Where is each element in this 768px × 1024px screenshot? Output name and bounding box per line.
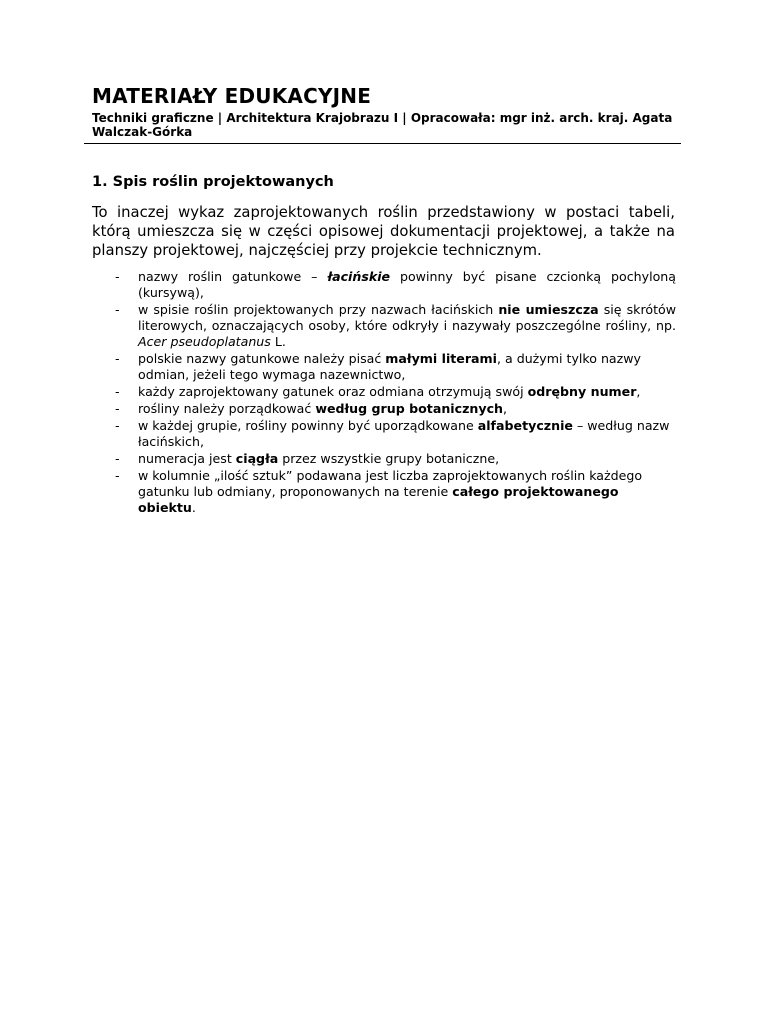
list-item-text: przez wszystkie grupy botaniczne, — [278, 451, 500, 466]
list-item-text: w każdej grupie, rośliny powinny być uporządkowane — [138, 418, 478, 433]
list-item-text: w spisie roślin projektowanych przy nazwach łacińskich — [138, 302, 499, 317]
list-item-text: , a dużymi tylko nazwy odmian, jeżeli tego wymaga nazewnictwo, — [138, 351, 642, 382]
list-item-text: się skrótów literowych, oznaczających osoby, które odkryły i nazywały poszczególne rośliny, np. — [138, 302, 677, 333]
list-item-emphasis: odrębny numer — [527, 384, 637, 399]
list-item — [112, 468, 676, 516]
document-title: MATERIAŁY EDUKACYJNE — [92, 84, 372, 108]
intro-paragraph: To inaczej wykaz zaprojektowanych roślin przedstawiony w postaci tabeli, którą umieszcza się w części opisowej dokumentacji projektowej, a także na planszy projektowej, najczęściej przy projekcie technicznym. — [92, 204, 675, 259]
list-item-text: w kolumnie „ilość sztuk” podawana jest liczba zaprojektowanych roślin każdego gatunku lub odmiany, proponowanych na terenie — [138, 468, 643, 499]
bullet-marker: - — [115, 351, 120, 366]
bullet-marker: - — [115, 418, 120, 433]
list-item-emphasis: alfabetycznie — [477, 418, 573, 433]
list-item-text: nazwy roślin gatunkowe – — [138, 269, 328, 284]
section-heading: 1. Spis roślin projektowanych — [92, 174, 334, 190]
bullet-marker: - — [115, 269, 120, 284]
latin-name-example: Acer pseudoplatanus — [138, 334, 271, 349]
list-item — [112, 351, 676, 383]
document-subtitle: Techniki graficzne | Architektura Krajobrazu I | Opracowała: mgr inż. arch. kraj. Agata Walczak-Górka — [92, 111, 673, 139]
bullet-marker: - — [115, 401, 120, 416]
list-item-text: powinny być pisane czcionką pochyloną (kursywą), — [138, 269, 677, 300]
list-item-text: , — [503, 401, 508, 416]
bullet-marker: - — [115, 302, 120, 317]
bullet-marker: - — [115, 468, 120, 483]
list-item-text: L. — [270, 334, 286, 349]
list-item — [112, 269, 676, 301]
list-item-text: – według nazw łacińskich, — [138, 418, 670, 449]
list-item-emphasis: według grup botanicznych — [315, 401, 504, 416]
list-item-text: numeracja jest — [138, 451, 236, 466]
list-item-emphasis: nie umieszcza — [498, 302, 599, 317]
list-item-emphasis: łacińskie — [327, 269, 391, 284]
list-item — [112, 302, 676, 350]
list-item-text: polskie nazwy gatunkowe należy pisać — [138, 351, 386, 366]
list-item-text: każdy zaprojektowany gatunek oraz odmiana otrzymują swój — [138, 384, 528, 399]
list-item-emphasis: całego projektowanego obiektu — [138, 484, 619, 515]
rules-list — [112, 269, 676, 517]
list-item-text: rośliny należy porządkować — [138, 401, 316, 416]
list-item — [112, 401, 676, 417]
list-item-emphasis: małymi literami — [385, 351, 497, 366]
document-header — [92, 84, 676, 139]
list-item — [112, 418, 676, 450]
list-item-text: . — [191, 500, 196, 515]
list-item — [112, 384, 676, 400]
bullet-marker: - — [115, 384, 120, 399]
list-item — [112, 451, 676, 467]
list-item-text: , — [636, 384, 641, 399]
header-divider — [84, 143, 681, 144]
list-item-emphasis: ciągła — [235, 451, 279, 466]
bullet-marker: - — [115, 451, 120, 466]
